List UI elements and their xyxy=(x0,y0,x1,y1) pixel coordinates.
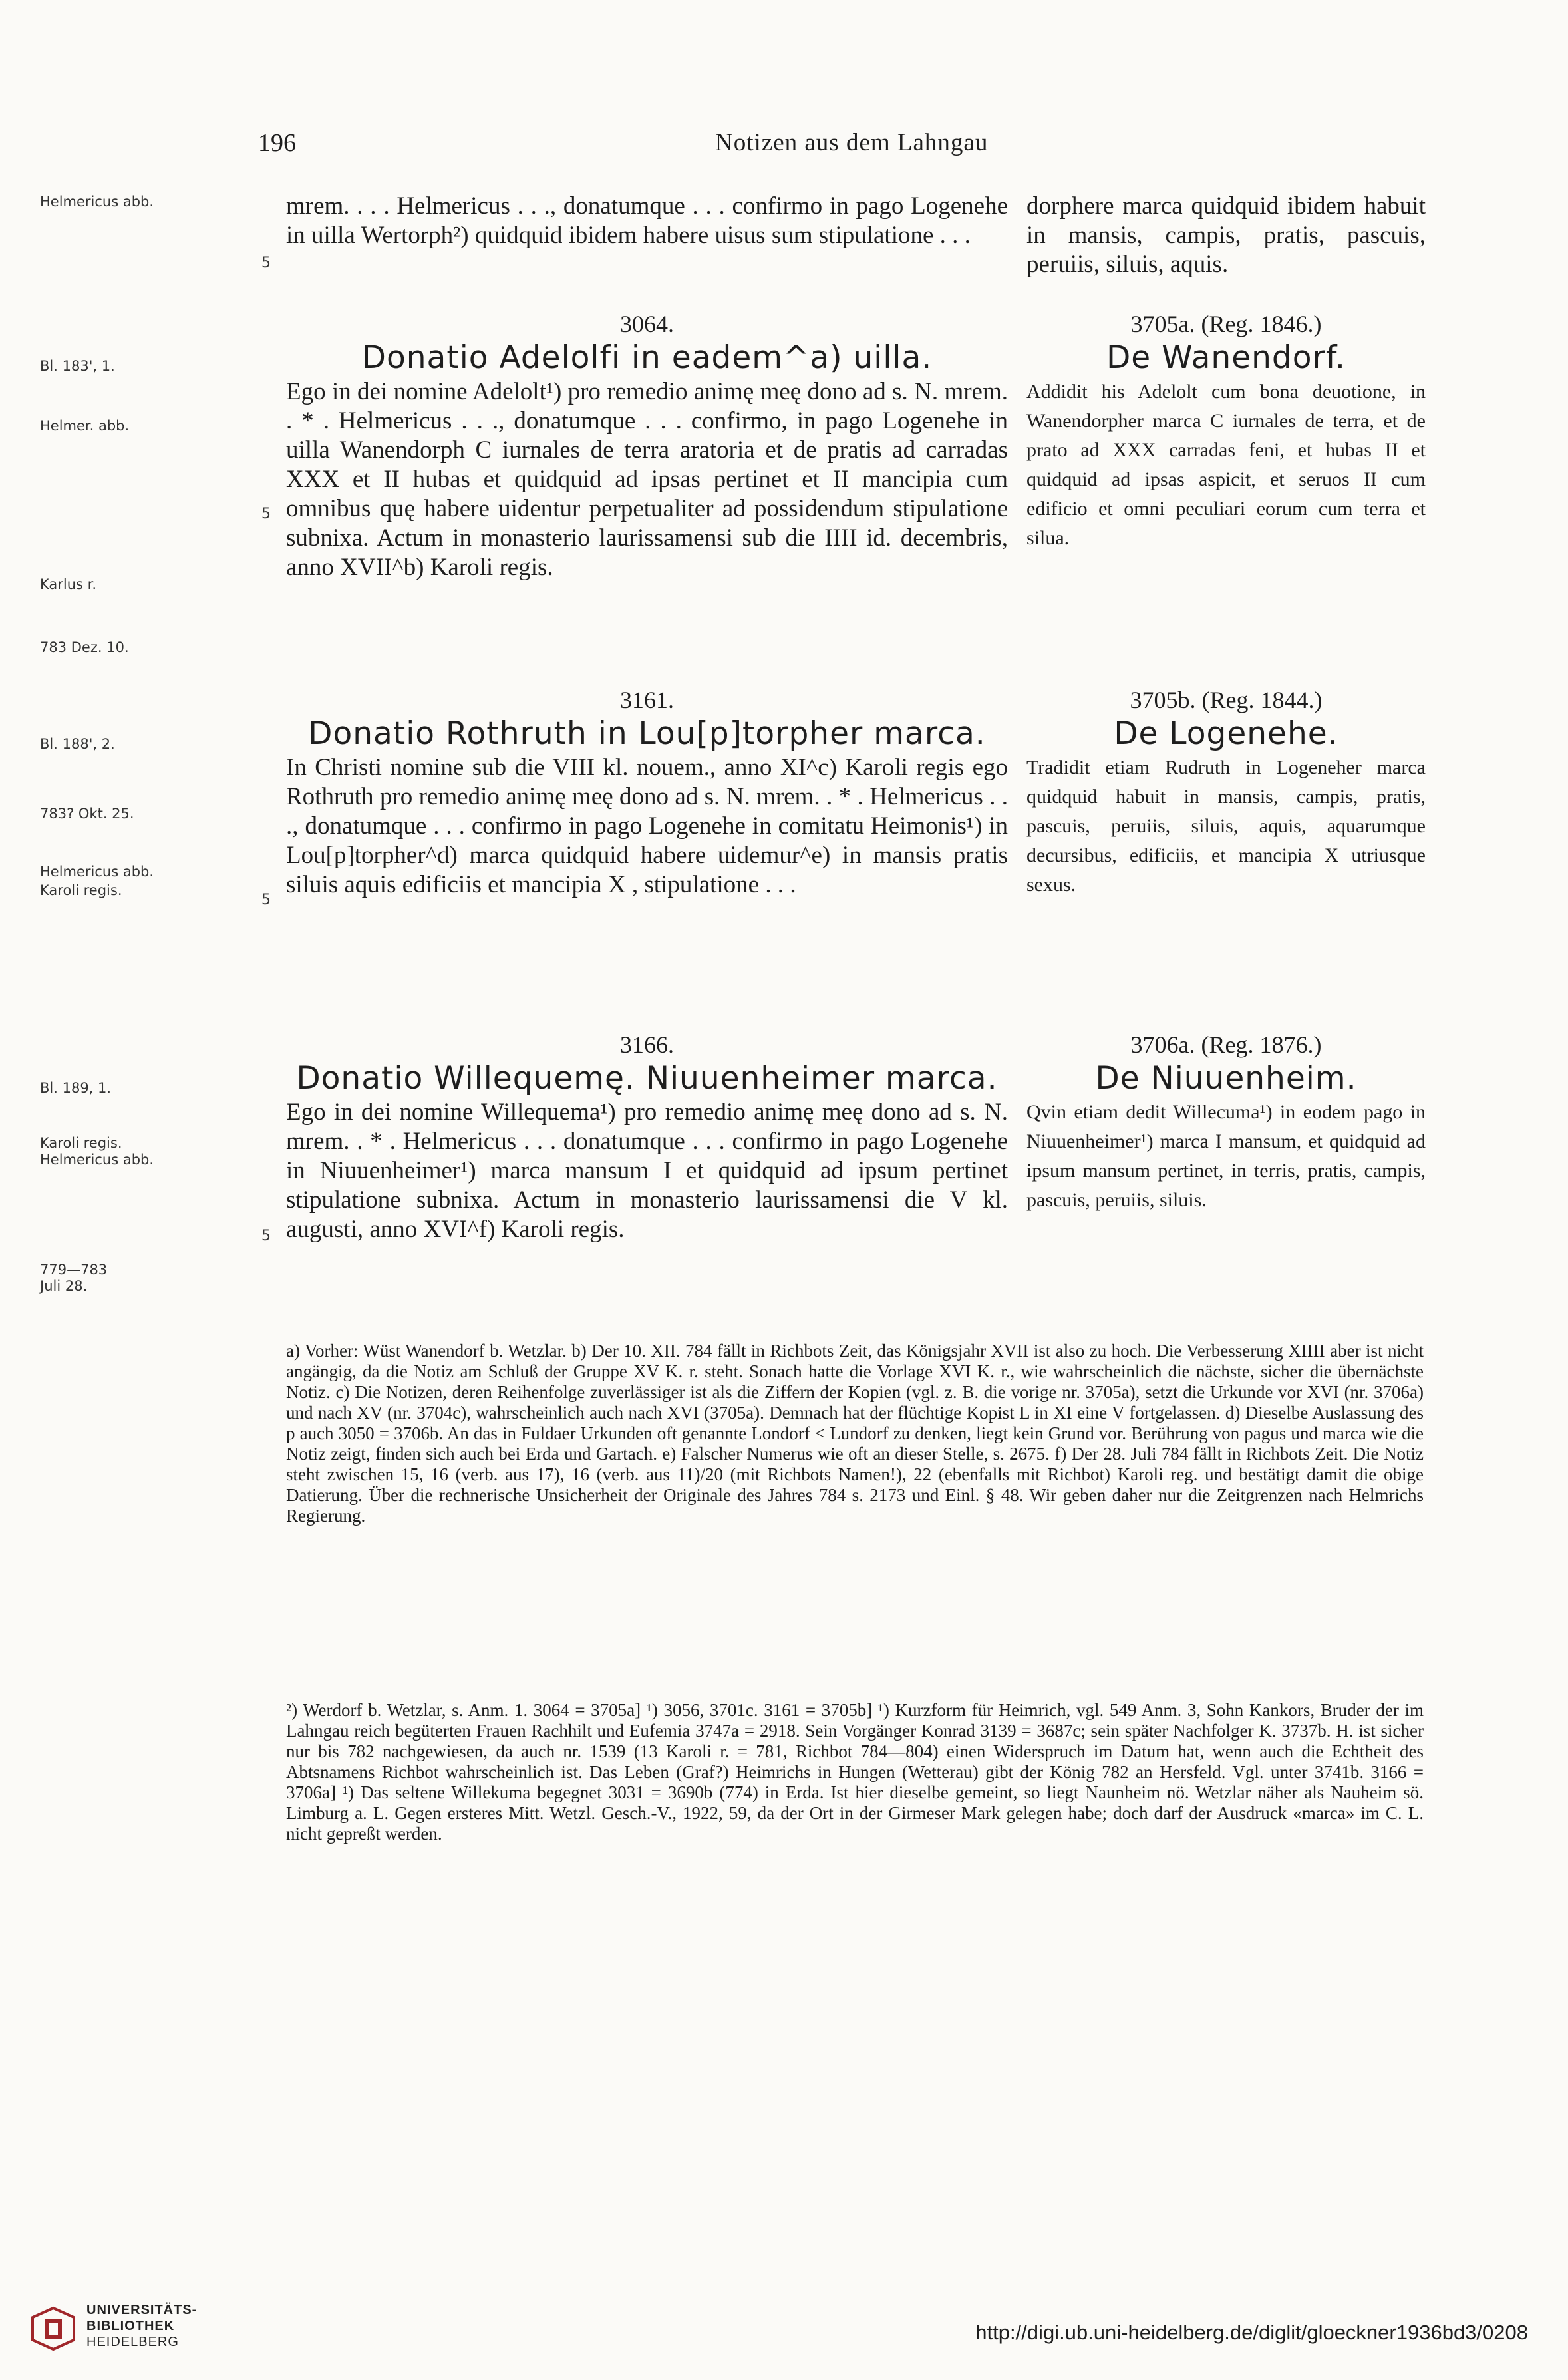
page-header xyxy=(0,128,1568,162)
library-logo-icon xyxy=(30,2305,77,2352)
section-title: De Niuuenheim. xyxy=(1095,1060,1357,1097)
margin-note: Bl. 183', 1. xyxy=(40,358,115,374)
section-number: 3706a. (Reg. 1876.) xyxy=(1130,1031,1322,1058)
margin-note: Karoli regis. xyxy=(40,882,122,898)
section-3166 xyxy=(286,1030,1008,1244)
section-number: 3064. xyxy=(620,311,674,337)
section-title: Donatio Rothruth in Lou[p]torpher marca. xyxy=(308,715,986,752)
section-3064 xyxy=(286,309,1008,582)
section-number: 3705a. (Reg. 1846.) xyxy=(1130,311,1322,337)
library-logo-text xyxy=(86,2302,197,2350)
margin-note: 783? Okt. 25. xyxy=(40,806,134,822)
margin-note: Karoli regis. xyxy=(40,1135,122,1151)
margin-note: Helmericus abb. xyxy=(40,864,154,880)
logo-line: UNIVERSITÄTS- xyxy=(86,2303,198,2317)
source-url-link[interactable]: http://digi.ub.uni-heidelberg.de/diglit/gloeckner1936bd3/0208 xyxy=(975,2321,1528,2344)
section-3705a xyxy=(1026,309,1426,553)
line-number: 5 xyxy=(261,506,271,522)
margin-note: Juli 28. xyxy=(40,1278,88,1294)
margin-note: Helmericus abb. xyxy=(40,1152,154,1168)
logo-line: HEIDELBERG xyxy=(86,2335,179,2349)
logo-line: BIBLIOTHEK xyxy=(86,2319,175,2333)
running-title: Notizen aus dem Lahngau xyxy=(715,129,989,156)
margin-note: Bl. 188', 2. xyxy=(40,736,115,752)
section-text: Ego in dei nomine Adelolt¹) pro remedio animę meę dono ad s. N. mrem. . * . Helmericus . . ., donatumque . . . confirmo, in pago Logenehe in uilla Wanendorph C iurnales de terra aratoria et de pratis ad carradas XXX et II hubas et quidquid ad ipsas pertinet et II mancipia cum omnibus quę habere uidentur perpetualiter ad possidendum stipulatione subnixa. Actum in monasterio laurissamensi sub die IIII id. decembris, anno XVII^b) Karoli regis. xyxy=(286,378,1008,581)
footnotes-letter: a) Vorher: Wüst Wanendorf b. Wetzlar. b) Der 10. XII. 784 fällt in Richbots Zeit, das Königsjahr XVII ist also zu hoch. Die Verbesserung XIIII aber ist nicht angängig, da die Notiz am Schluß der Gruppe XV K. r. steht. Sonach hatte die Vorlage XVI K. r., wie wahrscheinlich die nächste, sicher die übernächste Notiz. c) Die Notizen, deren Reihenfolge zuverlässiger ist als die Ziffern der Kopien (vgl. z. B. die vorige nr. 3705a), setzt die Urkunde vor XVI (nr. 3706a) und nach XV (nr. 3704c), wahrscheinlich auch nach XVI (3705a). Demnach hat der flüchtige Kopist L in XI eine V fortgelassen. d) Dieselbe Auslassung des p auch 3050 = 3706b. An das in Fuldaer Urkunden oft genannte Londorf < Lundorf zu denken, liegt kein Grund vor. Berührung von pagus und marca wie die Notiz zeigt, finden sich auch bei Erda und Gartach. e) Falscher Numerus wie oft an dieser Stelle, s. 2675. f) Der 28. Juli 784 fällt in Richbots Zeit. Die Notiz steht zwischen 15, 16 (verb. aus 17), 16 (verb. aus 11)/20 (mit Richbots Namen!), 22 (ebenfalls mit Richbot) Karoli reg. und bestätigt damit die obige Datierung. Über die rechnerische Unsicherheit der Originale des Jahres 784 s. 2173 und Einl. § 48. Wir geben daher nur die Zeitgrenzen nach Helmrichs Regierung. xyxy=(286,1341,1424,1526)
section-number: 3705b. (Reg. 1844.) xyxy=(1130,687,1323,713)
line-number: 5 xyxy=(261,892,271,908)
margin-note: Bl. 189, 1. xyxy=(40,1080,112,1096)
section-text: In Christi nomine sub die VIII kl. nouem., anno XI^c) Karoli regis ego Rothruth pro remedio animę meę dono ad s. N. mrem. . * . Helmericus . . ., donatumque . . . confirmo in pago Logenehe in comitatu Heimonis¹) in Lou[p]torpher^d) marca quidquid habere uidemur^e) in mansis pratis siluis aquis edificiis et mancipia X , stipulatione . . . xyxy=(286,754,1008,898)
intro-main-text: mrem. . . . Helmericus . . ., donatumque . . . confirmo in pago Logenehe in uilla Wertorph²) quidquid ibidem habere uisus sum stipulatione . . . xyxy=(286,192,1008,249)
section-3161 xyxy=(286,685,1008,900)
section-3706a xyxy=(1026,1030,1426,1215)
section-title: De Wanendorf. xyxy=(1106,339,1346,376)
footnotes-number: ²) Werdorf b. Wetzlar, s. Anm. 1. 3064 = 3705a] ¹) 3056, 3701c. 3161 = 3705b] ¹) Kurzform für Heimrich, vgl. 549 Anm. 3, Sohn Kankors, Bruder der im Lahngau reich begüterten Frauen Rachhilt und Eufemia 3747a = 2918. Sein Vorgänger Konrad 3139 = 3687c; sein später Nachfolger K. 3737b. H. ist sicher nur bis 782 nachgewiesen, da auch nr. 1539 (13 Karoli r. = 781, Richbot 784—804) einen Widerspruch im Datum hat, wenn auch die Echtheit des Abtsnamens Richbot wahrscheinlich ist. Das Leben (Graf?) Heimrichs in Hungen (Wetterau) gibt der König 782 an Hersfeld. Vgl. unter 3741b. 3166 = 3706a] ¹) Das seltene Willekuma begegnet 3031 = 3690b (774) in Erda. Ist hier dieselbe gemeint, so liegt Naunheim nö. Wetzlar näher als Nauheim sö. Limburg a. L. Gegen ersteres Mitt. Wetzl. Gesch.-V., 1922, 59, da der Ort in der Girmeser Mark gelegen habe; doch darf der Ausdruck «marca» im C. L. nicht gepreßt werden. xyxy=(286,1700,1424,1844)
margin-note: Helmer. abb. xyxy=(40,418,130,434)
section-number: 3161. xyxy=(620,687,674,713)
section-number: 3166. xyxy=(620,1031,674,1058)
margin-note: Helmericus abb. xyxy=(40,194,154,210)
margin-note: 783 Dez. 10. xyxy=(40,639,129,655)
margin-note: 779—783 xyxy=(40,1262,108,1277)
section-title: Donatio Willequemę. Niuuenheimer marca. xyxy=(296,1060,998,1097)
section-title: De Logenehe. xyxy=(1114,715,1338,752)
section-title: Donatio Adelolfi in eadem^a) uilla. xyxy=(361,339,933,376)
page-number: 196 xyxy=(258,129,296,157)
line-number: 5 xyxy=(261,1228,271,1244)
margin-note: Karlus r. xyxy=(40,576,97,592)
intro-right-text: dorphere marca quidquid ibidem habuit in mansis, campis, pratis, pascuis, peruiis, siluis, aquis. xyxy=(1026,192,1426,278)
section-3705b xyxy=(1026,685,1426,900)
section-text: Addidit his Adelolt cum bona deuotione, in Wanendorpher marca C iurnales de terra, et de prato ad XXX carradas feni, et hubas II et quidquid ad ipsas aspicit, et seruos II cum edificio et omni peculiari eorum cum terra et silua. xyxy=(1026,381,1426,549)
line-number: 5 xyxy=(261,255,271,271)
section-text: Tradidit etiam Rudruth in Logeneher marca quidquid habuit in mansis, campis, pratis, pascuis, peruiis, siluis, aquis, aquarumque decursibus, edificiis, et mancipia X utriusque sexus. xyxy=(1026,757,1426,896)
section-text: Ego in dei nomine Willequema¹) pro remedio animę meę dono ad s. N. mrem. . * . Helmericus . . . donatumque . . . confirmo in pago Logenehe in Niuuenheimer¹) marca mansum I et quidquid ad ipsum pertinet stipulatione subnixa. Actum in monasterio laurissamensi die V kl. augusti, anno XVI^f) Karoli regis. xyxy=(286,1099,1008,1243)
section-text: Qvin etiam dedit Willecuma¹) in eodem pago in Niuuenheimer¹) marca I mansum, et quidquid ad ipsum mansum pertinet, in terris, pratis, campis, pascuis, peruiis, siluis. xyxy=(1026,1101,1426,1211)
